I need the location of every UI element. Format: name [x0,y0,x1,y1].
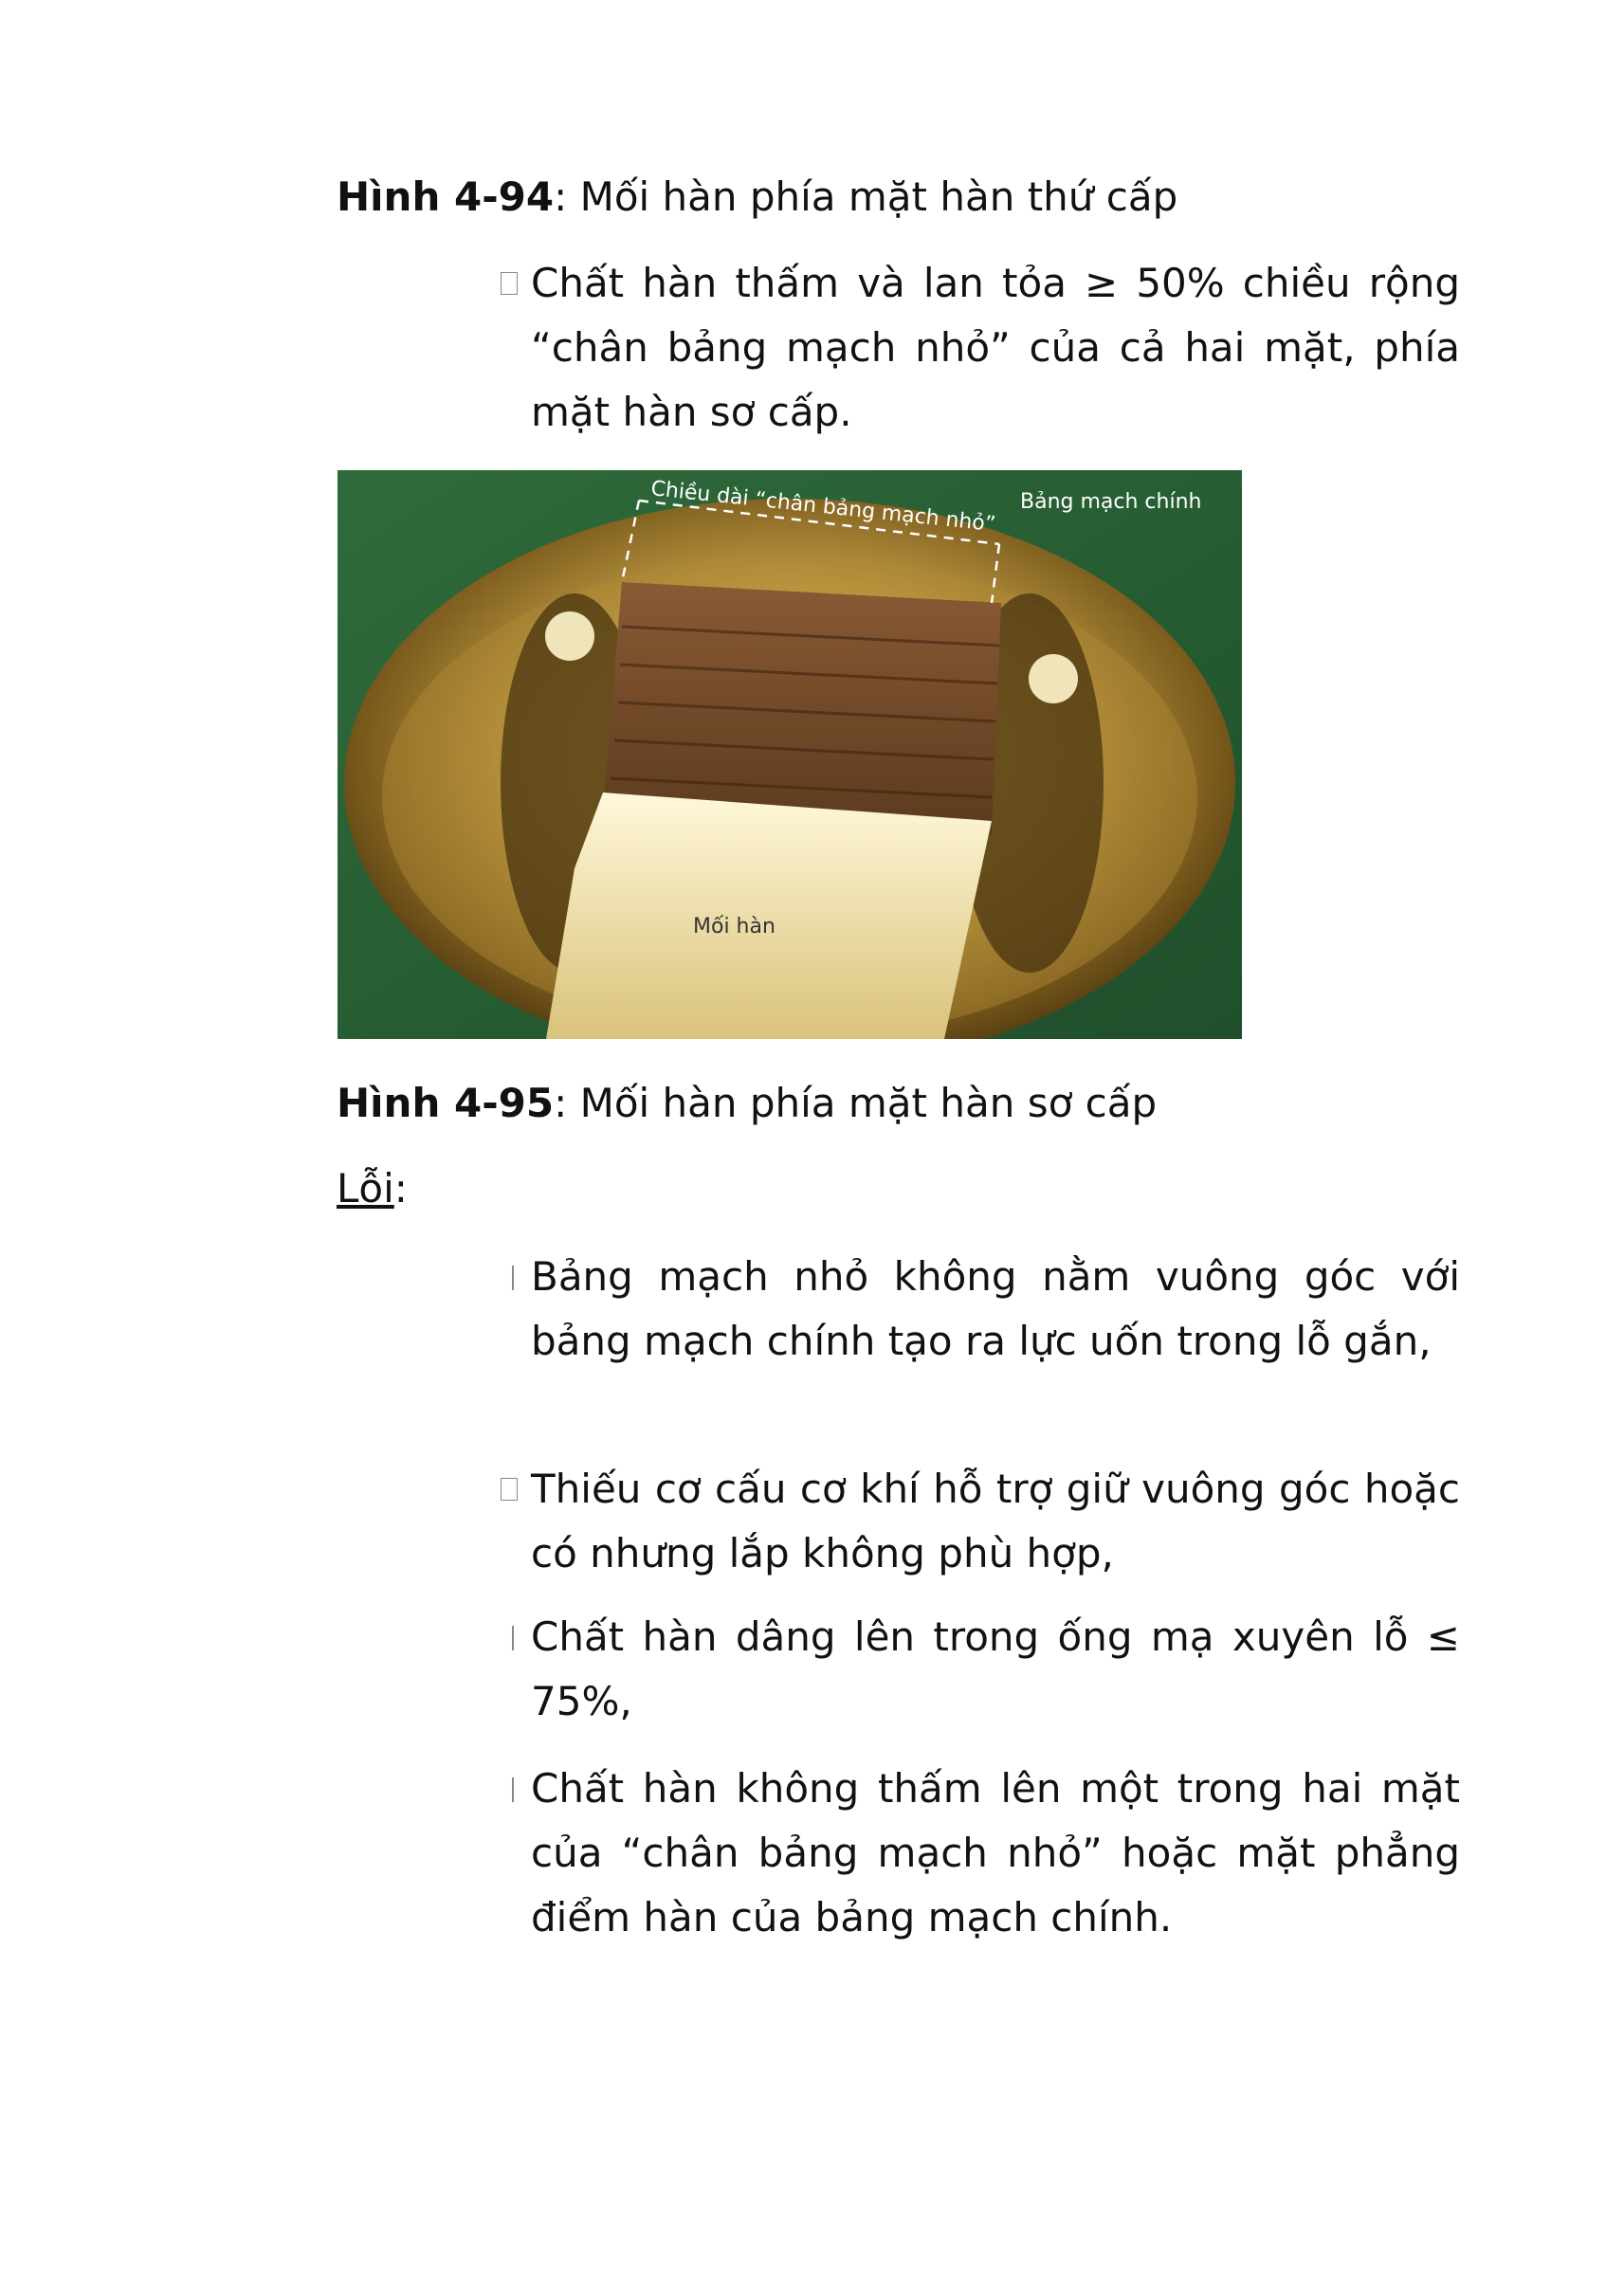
defect-item-2 [531,1457,1460,1586]
checkbox-bullet-icon [501,272,518,295]
checkbox-bullet-icon [501,1478,518,1501]
figure-95-caption-text: : Mối hàn phía mặt hàn sơ cấp [554,1080,1158,1126]
defect-text-4: Chất hàn không thấm lên một trong hai mặt của “chân bảng mạch nhỏ” hoặc mặt phẳng điểm hàn của bảng mạch chính. [531,1765,1460,1941]
bar-bullet-icon [512,1777,514,1802]
figure-95-caption [337,1077,1157,1130]
bullet-text-1: Chất hàn thấm và lan tỏa ≥ 50% chiều rộng “chân bảng mạch nhỏ” của cả hai mặt, phía mặt hàn sơ cấp. [531,260,1460,435]
defects-colon: : [393,1165,408,1212]
bullet-item-1 [531,251,1460,445]
solder-joint-photo [338,470,1242,1039]
figure-94-label: Hình 4-94 [337,173,555,220]
photo-label-joint: Mối hàn [693,915,776,938]
defect-item-3 [531,1605,1460,1734]
defect-text-1: Bảng mạch nhỏ không nằm vuông góc với bảng mạch chính tạo ra lực uốn trong lỗ gắn, [531,1253,1460,1364]
figure-94-caption-text: : Mối hàn phía mặt hàn thứ cấp [554,173,1178,220]
bar-bullet-icon [512,1626,514,1650]
defects-title: Lỗi [337,1165,394,1212]
defect-item-4 [531,1757,1460,1950]
photo-label-length: Chiều dài “chân bảng mạch nhỏ” [649,477,997,538]
figure-95-label: Hình 4-95 [337,1080,555,1126]
bar-bullet-icon [512,1266,514,1290]
photo-label-board: Bảng mạch chính [1020,490,1202,514]
defects-heading [337,1162,408,1215]
figure-94-caption [337,171,1177,224]
defect-text-2: Thiếu cơ cấu cơ khí hỗ trợ giữ vuông góc hoặc có nhưng lắp không phù hợp, [531,1466,1460,1576]
defect-text-3: Chất hàn dâng lên trong ống mạ xuyên lỗ ≤ 75%, [531,1613,1460,1724]
defect-item-1 [531,1245,1460,1374]
